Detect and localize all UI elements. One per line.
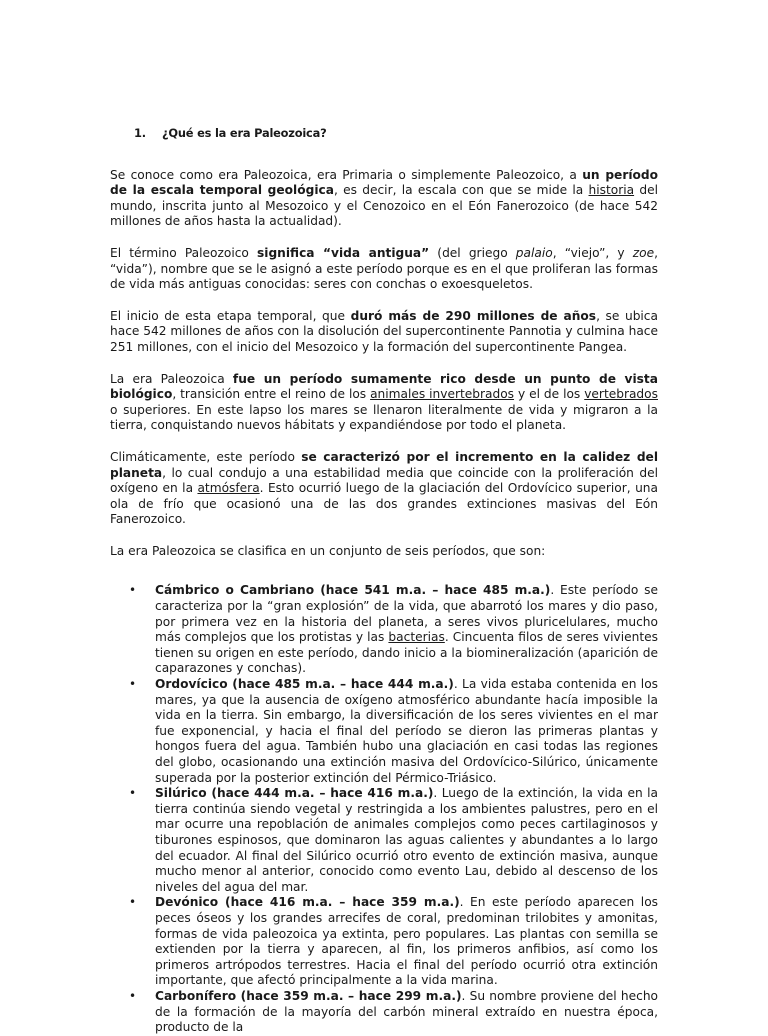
list-item-ordovicico (110, 677, 658, 786)
paragraph-definition (110, 168, 658, 230)
paragraph-text: La era Paleozoica (110, 371, 233, 386)
paragraph-text: (del griego (429, 245, 516, 260)
paragraph-text: Se conoce como era Paleozoica, era Primaria o simplemente Paleozoico, a (110, 167, 583, 182)
paragraph-text: o superiores. En este lapso los mares se llenaron literalmente de vida y migraron a la tierra, conquistando nuevos hábitats y expandiéndose por todo el planeta. (110, 402, 658, 433)
bold-text: un período de la escala temporal geológica (110, 167, 658, 198)
link-animales-invertebrados[interactable]: animales invertebrados (370, 387, 515, 402)
list-item-devonico (110, 895, 658, 989)
paragraph-text: , se ubica hace 542 millones de años con la disolución del supercontinente Pannotia y culmina hace 251 millones, con el inicio del Mesozoico y la formación del supercontinente Pangea. (110, 308, 658, 354)
paragraph-text: , “vida”), nombre que se le asignó a este período porque es en el que proliferan las formas de vida más antiguas conocidas: seres con conchas o exoesqueletos. (110, 245, 659, 292)
list-item-silurico (110, 786, 658, 895)
paragraph-text: , “viejo”, y (552, 245, 633, 260)
paragraph-climate (110, 450, 658, 528)
paragraph-text: y el de los (514, 387, 585, 402)
bullet-icon: • (129, 677, 137, 692)
period-text: . Su nombre proviene del hecho de la formación de la mayoría del carbón mineral extraído en nuestra época, producto de la (155, 988, 658, 1035)
paragraph-text: , transición entre el reino de los (172, 387, 371, 402)
list-item-carbonifero (110, 989, 658, 1036)
section-heading (134, 126, 658, 142)
bullet-icon: • (129, 988, 137, 1003)
heading-number: 1. (134, 126, 146, 140)
period-name: Ordovícico (hace 485 m.a. – hace 444 m.a.) (155, 677, 454, 692)
paragraph-text: . Esto ocurrió luego de la glaciación del Ordovícico superior, una ola de frío que ocasionó una de las dos grandes extinciones masivas del Eón Fanerozoico. (110, 481, 658, 527)
bullet-icon: • (129, 583, 137, 598)
paragraph-text: La era Paleozoica se clasifica en un conjunto de seis períodos, que son: (110, 543, 546, 558)
paragraph-text: , es decir, la escala con que se mide la (333, 183, 589, 198)
period-name: Devónico (hace 416 m.a. – hace 359 m.a.) (155, 895, 460, 910)
paragraph-text: Climáticamente, este período (110, 449, 302, 464)
italic-text: zoe (632, 245, 655, 260)
paragraph-etymology (110, 246, 658, 293)
list-item-cambrico (110, 583, 658, 677)
period-text: . Este período se caracteriza por la “gran explosión” de la vida, que abarrotó los mares y dio paso, por primera vez en la historia del planeta, a seres vivos pluricelulares, mucho más complejos que los protistas y las (155, 583, 658, 645)
link-atmosfera[interactable]: atmósfera (197, 481, 260, 496)
paragraph-periods-intro (110, 544, 658, 560)
bullet-icon: • (129, 786, 137, 801)
link-historia[interactable]: historia (588, 183, 635, 198)
paragraph-biology (110, 372, 658, 434)
paragraph-text: del mundo, inscrita junto al Mesozoico y el Cenozoico en el Eón Fanerozoico (de hace 542 millones de años hasta la actualidad). (110, 183, 658, 229)
link-vertebrados[interactable]: vertebrados (584, 387, 658, 402)
bold-text: significa “vida antigua” (257, 245, 430, 260)
paragraph-duration (110, 309, 658, 356)
bold-text: se caracterizó por el incremento en la calidez del planeta (110, 449, 658, 480)
italic-text: palaio (515, 245, 553, 260)
periods-list (110, 583, 658, 1035)
period-text: . Cincuenta filos de seres vivientes tienen su origen en este período, dando inicio a la biomineralización (aparición de caparazones y conchas). (155, 630, 658, 676)
period-name: Cámbrico o Cambriano (hace 541 m.a. – hace 485 m.a.) (155, 583, 551, 598)
paragraph-text: El término Paleozoico (110, 245, 258, 260)
bullet-icon: • (129, 895, 137, 910)
link-bacterias[interactable]: bacterias (388, 630, 445, 645)
period-text: . En este período aparecen los peces óseos y los grandes arrecifes de coral, predominan trilobites y amonitas, formas de vida paleozoica ya extinta, pero populares. Las plantas con semilla se extienden por la tierra y aparecen, al fin, los primeros anfibios, así como los primeros artrópodos terrestres. Hacia el final del período ocurrió otra extinción importante, que afectó principalmente a la vida marina. (155, 895, 658, 988)
period-text: . La vida estaba contenida en los mares, ya que la ausencia de oxígeno atmosférico abundante hacía imposible la vida en la tierra. Sin embargo, la diversificación de los seres vivientes en el mar fue exponencial, y hacia el final del período se dieron las primeras plantas y hongos fuera del agua. También hubo una glaciación en casi todas las regiones del globo, ocasionando una extinción masiva del Ordovícico-Silúrico, únicamente superada por la posterior extinción del Pérmico-Triásico. (155, 677, 658, 785)
document-page (110, 126, 658, 1036)
paragraph-text: El inicio de esta etapa temporal, que (110, 308, 351, 323)
period-name: Silúrico (hace 444 m.a. – hace 416 m.a.) (155, 786, 434, 801)
heading-title: ¿Qué es la era Paleozoica? (162, 126, 327, 140)
bold-text: fue un período sumamente rico desde un punto de vista biológico (110, 371, 658, 402)
paragraph-text: , lo cual condujo a una estabilidad media que coincide con la proliferación del oxígeno en la (110, 465, 658, 496)
period-name: Carbonífero (hace 359 m.a. – hace 299 m.a.) (155, 988, 462, 1003)
period-text: . Luego de la extinción, la vida en la tierra continúa siendo vegetal y restringida a los ambientes palustres, pero en el mar ocurre una repoblación de animales complejos como peces cartilaginosos y tiburones espinosos, que dominaron las aguas calientes y abundantes a lo largo del ecuador. Al final del Silúrico ocurrió otro evento de extinción masiva, aunque mucho menor al anterior, conocido como evento Lau, debido al descenso de los niveles del agua del mar. (155, 786, 658, 894)
bold-text: duró más de 290 millones de años (350, 308, 597, 323)
